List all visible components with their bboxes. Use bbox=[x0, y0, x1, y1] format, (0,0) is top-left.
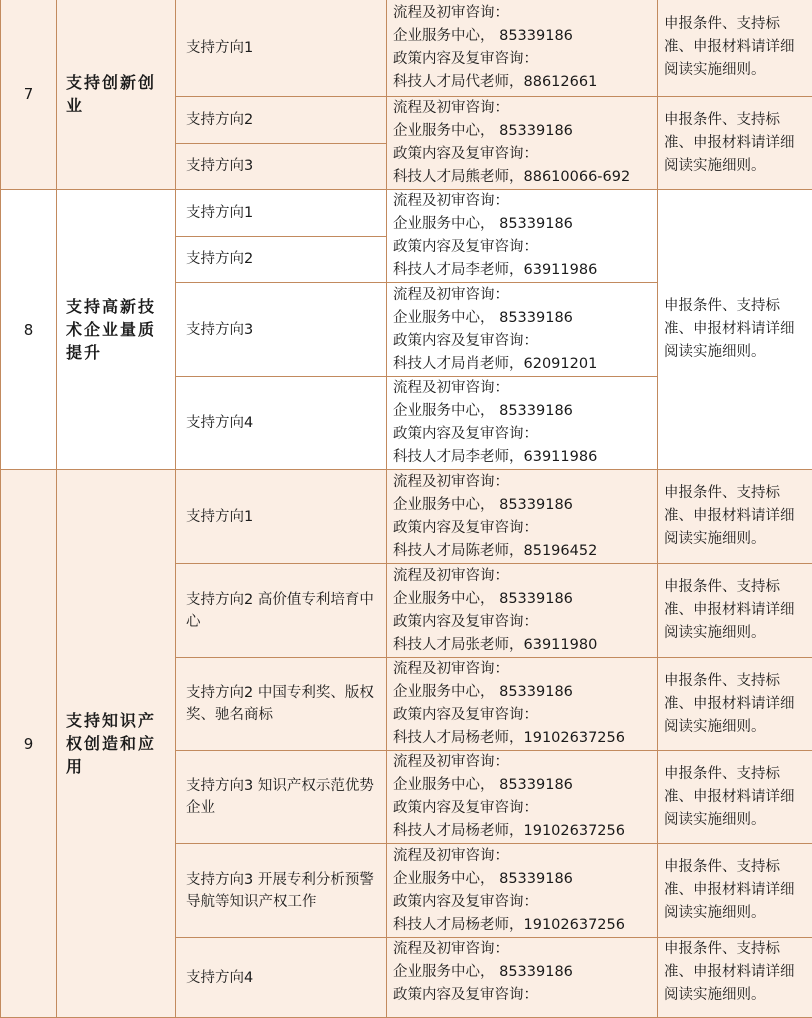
contact-line: 政策内容及复审咨询： bbox=[393, 984, 653, 1007]
contact-cell bbox=[387, 283, 658, 377]
contact-cell bbox=[387, 564, 658, 658]
contact-cell bbox=[387, 658, 658, 751]
row-number: 8 bbox=[1, 190, 57, 470]
contact-line: 企业服务中心， 85339186 bbox=[393, 213, 653, 236]
contact-line: 企业服务中心， 85339186 bbox=[393, 681, 653, 704]
contact-line: 科技人才局李老师，63911986 bbox=[393, 446, 653, 469]
contact-cell bbox=[387, 751, 658, 844]
contact-line: 科技人才局熊老师，88610066-692 bbox=[393, 166, 653, 189]
contact-line: 企业服务中心， 85339186 bbox=[393, 400, 653, 423]
contact-line: 政策内容及复审咨询： bbox=[393, 797, 653, 820]
note-cell: 申报条件、支持标准、申报材料请详细阅读实施细则。 bbox=[658, 658, 812, 751]
contact-line: 科技人才局代老师，88612661 bbox=[393, 71, 653, 94]
note-cell: 申报条件、支持标准、申报材料请详细阅读实施细则。 bbox=[658, 938, 812, 1018]
contact-line: 政策内容及复审咨询： bbox=[393, 891, 653, 914]
contact-cell bbox=[387, 97, 658, 190]
contact-line: 政策内容及复审咨询： bbox=[393, 143, 653, 166]
contact-cell bbox=[387, 190, 658, 283]
contact-line: 企业服务中心， 85339186 bbox=[393, 307, 653, 330]
contact-line: 企业服务中心， 85339186 bbox=[393, 25, 653, 48]
item-name: 支持高新技术企业量质提升 bbox=[57, 190, 176, 470]
note-cell: 申报条件、支持标准、申报材料请详细阅读实施细则。 bbox=[658, 0, 812, 97]
contact-line: 企业服务中心， 85339186 bbox=[393, 868, 653, 891]
direction-cell: 支持方向1 bbox=[176, 190, 387, 237]
direction-cell: 支持方向1 bbox=[176, 0, 387, 97]
contact-line: 企业服务中心， 85339186 bbox=[393, 961, 653, 984]
contact-line: 政策内容及复审咨询： bbox=[393, 611, 653, 634]
table-row bbox=[1, 470, 812, 564]
note-cell: 申报条件、支持标准、申报材料请详细阅读实施细则。 bbox=[658, 470, 812, 564]
table-row bbox=[1, 0, 812, 97]
note-cell: 申报条件、支持标准、申报材料请详细阅读实施细则。 bbox=[658, 844, 812, 938]
contact-cell bbox=[387, 844, 658, 938]
contact-line: 政策内容及复审咨询： bbox=[393, 517, 653, 540]
contact-line: 政策内容及复审咨询： bbox=[393, 704, 653, 727]
direction-cell: 支持方向2 bbox=[176, 236, 387, 283]
contact-line: 政策内容及复审咨询： bbox=[393, 236, 653, 259]
direction-cell: 支持方向4 bbox=[176, 377, 387, 470]
note-cell: 申报条件、支持标准、申报材料请详细阅读实施细则。 bbox=[658, 190, 812, 470]
contact-line: 流程及初审咨询： bbox=[393, 377, 653, 400]
contact-line: 流程及初审咨询： bbox=[393, 97, 653, 120]
contact-line: 科技人才局杨老师，19102637256 bbox=[393, 914, 653, 937]
item-name: 支持知识产权创造和应用 bbox=[57, 470, 176, 1018]
contact-line: 流程及初审咨询： bbox=[393, 284, 653, 307]
contact-line: 政策内容及复审咨询： bbox=[393, 423, 653, 446]
contact-line: 流程及初审咨询： bbox=[393, 845, 653, 868]
contact-line: 流程及初审咨询： bbox=[393, 938, 653, 961]
row-number: 7 bbox=[1, 0, 57, 190]
note-cell: 申报条件、支持标准、申报材料请详细阅读实施细则。 bbox=[658, 97, 812, 190]
direction-cell: 支持方向2 bbox=[176, 97, 387, 144]
table-row bbox=[1, 190, 812, 237]
contact-cell bbox=[387, 377, 658, 470]
contact-line: 政策内容及复审咨询： bbox=[393, 48, 653, 71]
note-cell: 申报条件、支持标准、申报材料请详细阅读实施细则。 bbox=[658, 564, 812, 658]
direction-cell: 支持方向4 bbox=[176, 938, 387, 1018]
direction-cell: 支持方向3 知识产权示范优势企业 bbox=[176, 751, 387, 844]
contact-line: 科技人才局杨老师，19102637256 bbox=[393, 820, 653, 843]
contact-line: 科技人才局杨老师，19102637256 bbox=[393, 727, 653, 750]
contact-line: 流程及初审咨询： bbox=[393, 565, 653, 588]
contact-cell bbox=[387, 938, 658, 1018]
note-cell: 申报条件、支持标准、申报材料请详细阅读实施细则。 bbox=[658, 751, 812, 844]
row-number: 9 bbox=[1, 470, 57, 1018]
contact-line: 流程及初审咨询： bbox=[393, 658, 653, 681]
contact-cell bbox=[387, 470, 658, 564]
direction-cell: 支持方向2 中国专利奖、版权奖、驰名商标 bbox=[176, 658, 387, 751]
contact-line: 流程及初审咨询： bbox=[393, 471, 653, 494]
contact-line: 科技人才局陈老师，85196452 bbox=[393, 540, 653, 563]
contact-line: 企业服务中心， 85339186 bbox=[393, 774, 653, 797]
contact-line: 流程及初审咨询： bbox=[393, 190, 653, 213]
contact-line: 企业服务中心， 85339186 bbox=[393, 120, 653, 143]
direction-cell: 支持方向1 bbox=[176, 470, 387, 564]
direction-cell: 支持方向2 高价值专利培育中心 bbox=[176, 564, 387, 658]
direction-cell: 支持方向3 开展专利分析预警导航等知识产权工作 bbox=[176, 844, 387, 938]
contact-line: 科技人才局李老师，63911986 bbox=[393, 259, 653, 282]
contact-line: 科技人才局肖老师，62091201 bbox=[393, 353, 653, 376]
direction-cell: 支持方向3 bbox=[176, 283, 387, 377]
contact-line: 企业服务中心， 85339186 bbox=[393, 494, 653, 517]
item-name: 支持创新创业 bbox=[57, 0, 176, 190]
direction-cell: 支持方向3 bbox=[176, 143, 387, 190]
contact-line: 科技人才局张老师，63911980 bbox=[393, 634, 653, 657]
contact-line: 政策内容及复审咨询： bbox=[393, 330, 653, 353]
contact-line: 流程及初审咨询： bbox=[393, 751, 653, 774]
contact-cell bbox=[387, 0, 658, 97]
contact-line: 流程及初审咨询： bbox=[393, 2, 653, 25]
contact-line: 企业服务中心， 85339186 bbox=[393, 588, 653, 611]
